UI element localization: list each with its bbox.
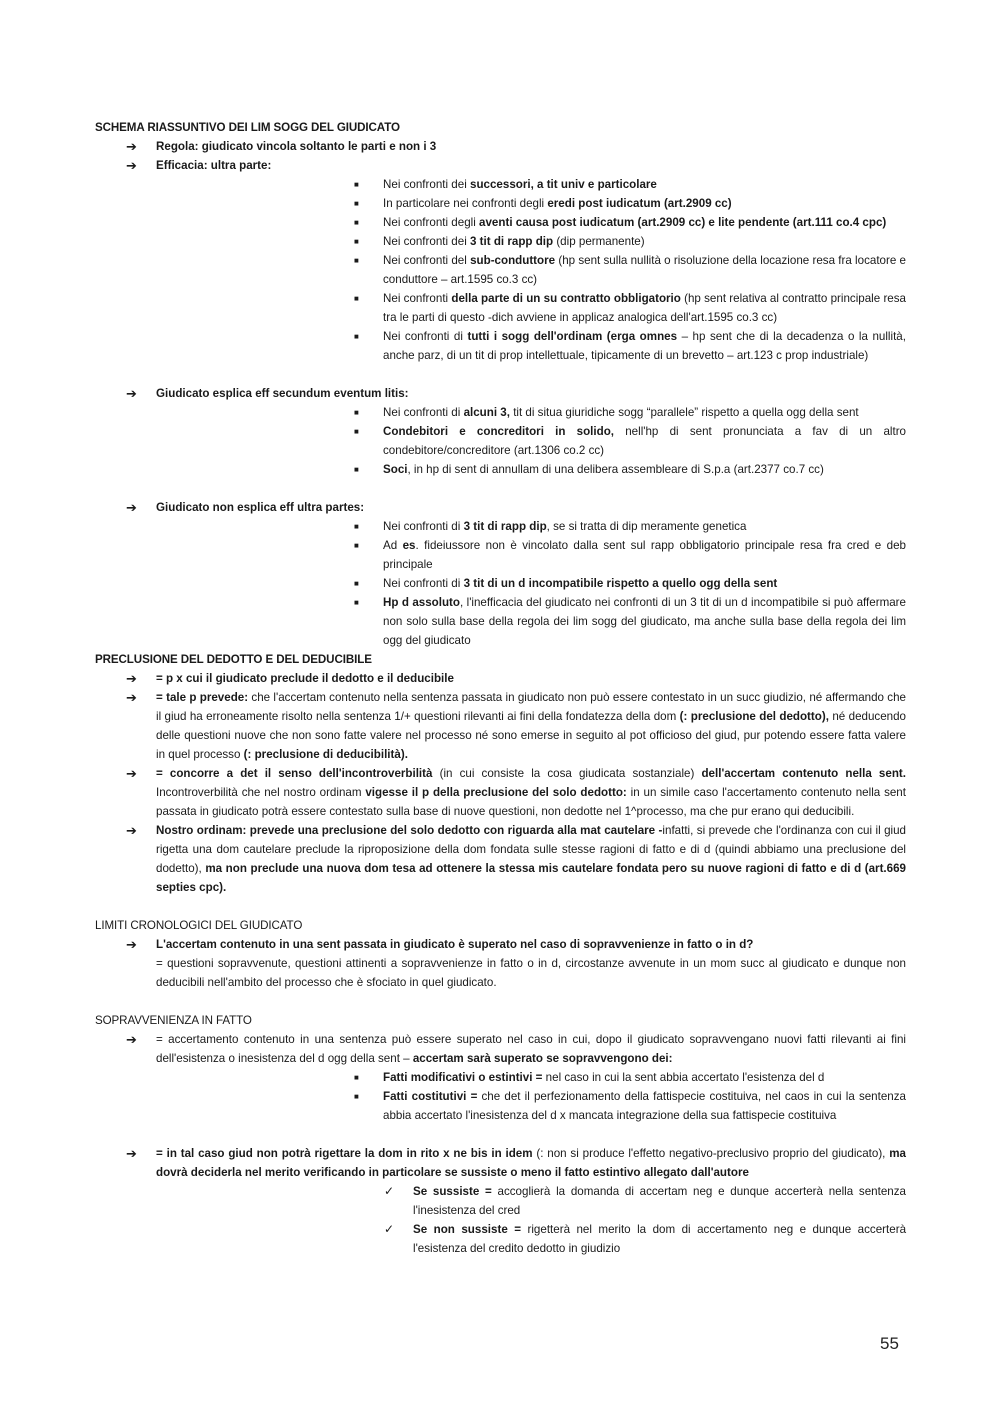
- arrow-item-text: Regola: giudicato vincola soltanto le parti e non i 3: [156, 140, 437, 153]
- item-bold: alcuni 3,: [463, 406, 510, 419]
- item-bold: tutti i sogg dell'ordinam (erga omnes: [467, 330, 678, 343]
- page-number: 55: [880, 1334, 899, 1353]
- list-item: [95, 1220, 906, 1258]
- list-item: [95, 327, 906, 365]
- arrow-item-text: Efficacia: ultra parte:: [156, 159, 272, 172]
- item-text: nel caso in cui la sent abbia accertato l'esistenza del d: [542, 1071, 825, 1084]
- item-text: tit di situa giuridiche sogg “parallele” rispetto a quella ogg della sent: [509, 406, 859, 419]
- checkmark-icon: ✓: [384, 1222, 395, 1236]
- arrow-item: [95, 1144, 906, 1182]
- arrow-item: [95, 688, 906, 764]
- list-item: [95, 213, 906, 232]
- item-bold: es: [402, 539, 416, 552]
- square-bullet-icon: ■: [354, 579, 359, 588]
- item-bold: aventi causa post iudicatum (art.2909 cc) e lite pendente (art.111 co.4 cpc): [479, 216, 887, 229]
- spacer: [95, 897, 906, 916]
- spacer: [95, 1125, 906, 1144]
- arrow-icon: ➔: [126, 158, 137, 173]
- paragraph-bold: = tale p prevede:: [156, 691, 249, 704]
- paragraph-bold: = concorre a det il senso dell'incontroverbilità: [156, 767, 433, 780]
- list-item: [95, 517, 906, 536]
- paragraph-text: né deducendo delle questioni nuove che non sono fatte valere nel processo né sono emerse in seguito al pot officioso del giud, pur potendo essere fatta valere in quel processo: [156, 710, 906, 761]
- item-text: nell'hp di sent pronunciata a fav di un altro condebitore/concreditore (art.1306 co.2 cc): [383, 425, 907, 457]
- item-text: Nei confronti di: [383, 330, 468, 343]
- square-bullet-icon: ■: [354, 598, 359, 607]
- item-text: che det il perfezionamento della fattispecie costituiva, nel caos in cui la sentenza abbia accertato l'inesistenza del d x mancata integrazione della sua fattispecie costituiva: [383, 1090, 906, 1122]
- arrow-item: [95, 156, 906, 175]
- item-text: rigetterà nel merito la dom di accertamento neg e dunque accerterà l'esistenza del credito dedotto in giudizio: [413, 1223, 907, 1255]
- item-text: Nei confronti degli: [383, 216, 480, 229]
- list-item: [95, 1068, 906, 1087]
- arrow-item: [95, 384, 906, 403]
- bullet-list-secundum-eventum: [95, 403, 906, 479]
- bullet-list-non-ultra-partes: [95, 517, 906, 650]
- paragraph-text: in un simile caso l'accertamento contenuto nella sent passata in giudicato potrà essere contestato sulla base di nuove questioni, non dedotte nel 1^processo, ma che pur erano qui deducibili.: [156, 786, 906, 818]
- item-text: Nei confronti: [383, 292, 452, 305]
- item-bold: successori, a tit univ e particolare: [470, 178, 657, 191]
- arrow-icon: ➔: [126, 1032, 137, 1047]
- item-bold: Se non sussiste =: [413, 1223, 522, 1236]
- arrow-item: [95, 498, 906, 517]
- paragraph-bold: ma non preclude una nuova dom tesa ad ottenere la stessa mis cautelare fondata pero su nuove ragioni di fatto e di d (art.669 septies cpc).: [156, 862, 906, 894]
- list-item: [95, 403, 906, 422]
- arrow-icon: ➔: [126, 823, 137, 838]
- list-item: [95, 460, 906, 479]
- item-text: Nei confronti di: [383, 520, 464, 533]
- section-heading-sopravvenienza: SOPRAVVENIENZA IN FATTO: [95, 1014, 252, 1027]
- square-bullet-icon: ■: [354, 465, 359, 474]
- item-bold: eredi post iudicatum (art.2909 cc): [547, 197, 732, 210]
- paragraph-bold: ma dovrà deciderla nel merito verificando in particolare se sussiste o meno il fatto estintivo allegato dall'autore: [156, 1147, 906, 1179]
- bullet-list-fatti: [95, 1068, 906, 1125]
- paragraph-text: (: non si produce l'effetto negativo-preclusivo proprio del giudicato),: [532, 1147, 890, 1160]
- item-text: Nei confronti di: [383, 406, 464, 419]
- paragraph-bold: Nostro ordinam: prevede una preclusione del solo dedotto con riguarda alla mat cautelare -: [156, 824, 663, 837]
- arrow-icon: ➔: [126, 690, 137, 705]
- item-text: Nei confronti dei: [383, 235, 470, 248]
- checkmark-icon: ✓: [384, 1184, 395, 1198]
- bullet-list-ultra-parte: [95, 175, 906, 365]
- item-bold: Fatti modificativi o estintivi =: [383, 1071, 543, 1084]
- square-bullet-icon: ■: [354, 237, 359, 246]
- paragraph-text: infatti, si prevede che l'ordinanza con cui il giud rigetta una dom cautelare preclude la riproposizione della dom fondata sulle stesse ragioni di fatto e di d (quindi abbiamo una preclusione del dodetto),: [156, 824, 906, 875]
- square-bullet-icon: ■: [354, 218, 359, 227]
- item-bold: 3 tit di rapp dip: [463, 520, 547, 533]
- item-bold: Condebitori e concreditori in solido,: [383, 425, 615, 438]
- list-item: [95, 175, 906, 194]
- paragraph-text: Incontroverbilità che nel nostro ordinam: [156, 786, 366, 799]
- arrow-item: [95, 137, 906, 156]
- list-item: [95, 574, 906, 593]
- list-item: [95, 1087, 906, 1125]
- spacer: [95, 992, 906, 1011]
- spacer: [95, 365, 906, 384]
- arrow-item: [95, 1030, 906, 1068]
- arrow-item-text: Giudicato esplica eff secundum eventum litis:: [156, 387, 409, 400]
- arrow-item: [95, 764, 906, 821]
- item-text: accoglierà la domanda di accertam neg e dunque accerterà nella sentenza l'inesistenza del cred: [413, 1185, 906, 1217]
- item-bold: Fatti costitutivi =: [383, 1090, 478, 1103]
- item-bold: 3 tit di un d incompatibile rispetto a quello ogg della sent: [463, 577, 778, 590]
- item-text: (hp sent sulla nullità o risoluzione della locazione resa fra locatore e conduttore – art.1595 co.3 cc): [383, 254, 906, 286]
- square-bullet-icon: ■: [354, 256, 359, 265]
- square-bullet-icon: ■: [354, 199, 359, 208]
- arrow-icon: ➔: [126, 671, 137, 686]
- item-text: (hp sent relativa al contratto principale resa tra le parti di questo -dich avviene in applicaz analogica dell'art.1595 co.3 cc): [383, 292, 906, 324]
- list-item: [95, 422, 906, 460]
- paragraph-bold: vigesse il p della preclusione del solo dedotto:: [365, 786, 627, 799]
- list-item: [95, 251, 906, 289]
- square-bullet-icon: ■: [354, 522, 359, 531]
- item-text: Nei confronti dei: [383, 178, 470, 191]
- item-text: , in hp di sent di annullam di una delibera assembleare di S.p.a (art.2377 co.7 cc): [407, 463, 824, 476]
- item-bold: 3 tit di rapp dip: [470, 235, 554, 248]
- item-bold: della parte di un su contratto obbligatorio: [451, 292, 681, 305]
- arrow-item: [95, 669, 906, 688]
- item-bold: sub-conduttore: [470, 254, 556, 267]
- item-text: In particolare nei confronti degli: [383, 197, 548, 210]
- item-text: Ad: [383, 539, 403, 552]
- arrow-icon: ➔: [126, 766, 137, 781]
- arrow-item-text: = p x cui il giudicato preclude il dedotto e il deducibile: [156, 672, 454, 685]
- section-heading-preclusione: PRECLUSIONE DEL DEDOTTO E DEL DEDUCIBILE: [95, 653, 372, 666]
- paragraph-bold: accertam sarà superato se sopravvengono dei:: [412, 1052, 673, 1065]
- square-bullet-icon: ■: [354, 180, 359, 189]
- list-item: [95, 232, 906, 251]
- spacer: [95, 479, 906, 498]
- square-bullet-icon: ■: [354, 541, 359, 550]
- list-item: [95, 194, 906, 213]
- arrow-icon: ➔: [126, 1146, 137, 1161]
- item-text: Nei confronti di: [383, 577, 464, 590]
- item-text: (dip permanente): [553, 235, 645, 248]
- item-text: , se si tratta di dip meramente genetica: [546, 520, 747, 533]
- item-bold: Hp d assoluto: [383, 596, 460, 609]
- arrow-item-text: Giudicato non esplica eff ultra partes:: [156, 501, 365, 514]
- item-text: – hp sent che di la decadenza o la nullità, anche parz, di un tit di prop intellettuale, tipicamente di un brevetto – art.123 c prop industriale): [383, 330, 906, 362]
- square-bullet-icon: ■: [354, 1073, 359, 1082]
- square-bullet-icon: ■: [354, 294, 359, 303]
- paragraph-bold: dell'accertam contenuto nella sent.: [701, 767, 906, 780]
- arrow-icon: ➔: [126, 500, 137, 515]
- arrow-item: [95, 935, 906, 954]
- page-content: [95, 118, 906, 1258]
- arrow-item-text: L'accertam contenuto in una sent passata in giudicato è superato nel caso di sopravvenienze in fatto o in d?: [156, 938, 754, 951]
- square-bullet-icon: ■: [354, 332, 359, 341]
- paragraph-bold: (: preclusione del dedotto),: [679, 710, 829, 723]
- paragraph-text: (in cui consiste la cosa giudicata sostanziale): [432, 767, 702, 780]
- item-text: , l'inefficacia del giudicato nei confronti di un 3 tit di un d incompatibile si può affermare non solo sulla base della regola dei lim sogg del giudicato, ma anche sulla base della regola dei lim ogg del giudicato: [383, 596, 906, 647]
- continuation-paragraph: = questioni sopravvenute, questioni attinenti a sopravvenienze in fatto o in d, circostanze avvenute in un mom succ al giudicato e dunque non deducibili nell'ambito del processo che è sfociato in quel giudicato.: [156, 957, 906, 989]
- list-item: [95, 593, 906, 650]
- arrow-icon: ➔: [126, 937, 137, 952]
- paragraph-bold: = in tal caso giud non potrà rigettare la dom in rito x ne bis in idem: [156, 1147, 533, 1160]
- arrow-item: [95, 821, 906, 897]
- square-bullet-icon: ■: [354, 427, 359, 436]
- paragraph-text: = accertamento contenuto in una sentenza può essere superato nel caso in cui, dopo il giudicato sopravvengano nuovi fatti rilevanti ai fini dell'esistenza o inesistenza del d ogg della sent –: [156, 1033, 906, 1065]
- square-bullet-icon: ■: [354, 1092, 359, 1101]
- item-bold: Soci: [383, 463, 408, 476]
- paragraph-text: che l'accertam contenuto nella sentenza passata in giudicato non può essere contestato in un succ giudizio, né affermando che il giud ha erroneamente risolto nella sentenza 1/+ questioni rilevanti ai fini della fondatezza della dom: [156, 691, 906, 723]
- item-bold: Se sussiste =: [413, 1185, 492, 1198]
- list-item: [95, 289, 906, 327]
- list-item: [95, 536, 906, 574]
- section-heading-lim-sogg: SCHEMA RIASSUNTIVO DEI LIM SOGG DEL GIUDICATO: [95, 121, 400, 134]
- square-bullet-icon: ■: [354, 408, 359, 417]
- list-item: [95, 1182, 906, 1220]
- arrow-icon: ➔: [126, 139, 137, 154]
- item-text: . fideiussore non è vincolato dalla sent sul rapp obbligatorio principale resa fra cred e deb principale: [383, 539, 907, 571]
- check-list: [95, 1182, 906, 1258]
- section-heading-limiti-cronologici: LIMITI CRONOLOGICI DEL GIUDICATO: [95, 919, 303, 932]
- arrow-icon: ➔: [126, 386, 137, 401]
- item-text: Nei confronti del: [383, 254, 471, 267]
- paragraph-bold: (: preclusione di deducibilità).: [243, 748, 408, 761]
